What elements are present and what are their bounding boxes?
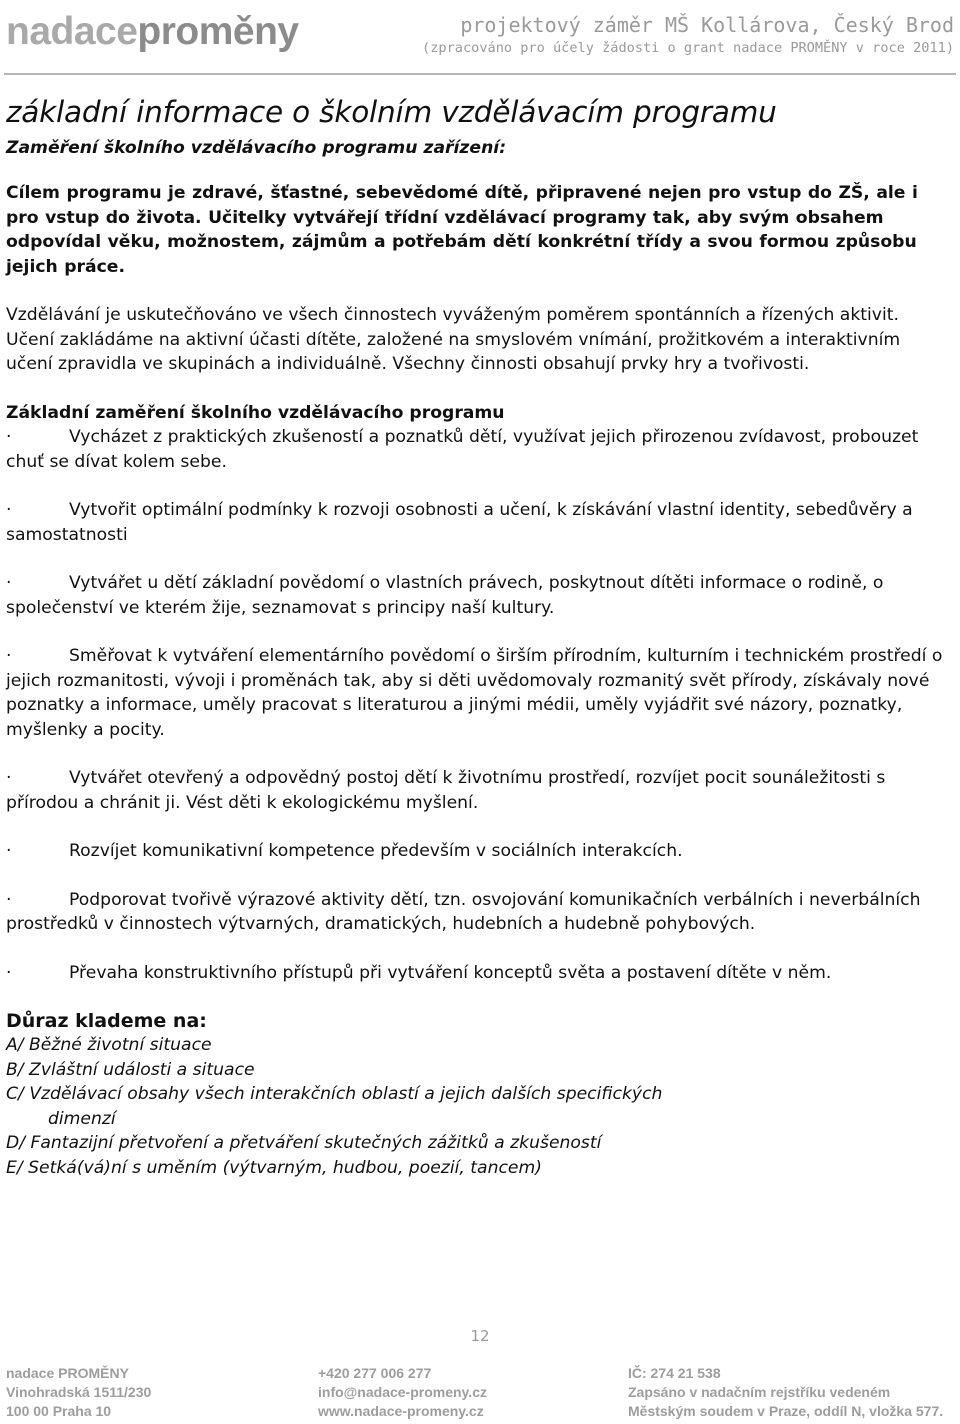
list-item-text: Vycházet z praktických zkušeností a poznatků dětí, využívat jejich přirozenou zvídavost, probouzet chuť se dívat kolem sebe. (6, 427, 919, 472)
bullet-marker: · (6, 962, 12, 983)
section-heading: Základní zaměření školního vzdělávacího programu (6, 402, 505, 423)
emphasis-heading: Důraz klademe na: (6, 1010, 207, 1032)
bullet-marker: · (6, 841, 12, 861)
bullet-list (6, 425, 952, 985)
bullet-marker: · (6, 768, 12, 788)
list-item (6, 571, 952, 620)
document-title (422, 12, 954, 58)
list-item (6, 839, 952, 864)
footer-registration (628, 1364, 943, 1421)
nadace-promeny-logo (6, 10, 299, 54)
intro-paragraph: Cílem programu je zdravé, šťastné, sebevědomé dítě, připravené nejen pro vstup do ZŠ, ale i pro vstup do života. Učitelky vytvářejí třídní vzdělávací programy tak, aby svým obsahem odpovídal věku, možnostem, zájmům a potřebám dětí konkrétní třídy a svou formou způsobu jejich práce. (6, 183, 918, 277)
logo-part-nadace: nadace (6, 10, 138, 53)
footer-address (6, 1364, 151, 1421)
list-item (6, 766, 952, 815)
footer-org-name: nadace PROMĚNY (6, 1365, 129, 1381)
logo-part-promeny: proměny (137, 10, 299, 53)
page-number: 12 (470, 1327, 490, 1345)
list-item (6, 425, 952, 474)
footer-email[interactable]: info@nadace-promeny.cz (318, 1384, 487, 1400)
footer-registry-line1: Zapsáno v nadačním rejstříku vedeném (628, 1384, 891, 1400)
list-item-text: Vytvářet otevřený a odpovědný postoj dětí k životnímu prostředí, rozvíjet pocit sounáležitosti s přírodou a chránit ji. Vést děti k ekologickému myšlení. (6, 768, 886, 813)
footer-contact (318, 1364, 487, 1421)
footer-registry-line2: Městským soudem v Praze, oddíl N, vložka 577. (628, 1403, 944, 1419)
page-header (0, 0, 960, 90)
bullet-marker: · (6, 573, 12, 593)
bullet-marker: · (6, 500, 12, 520)
emphasis-item-b: B/ Zvláštní události a situace (6, 1059, 255, 1080)
emphasis-item-c-continuation: dimenzí (48, 1108, 116, 1129)
emphasis-item-e: E/ Setká(vá)ní s uměním (výtvarným, hudbou, poezií, tancem) (6, 1157, 542, 1178)
bullet-marker: · (6, 427, 12, 447)
list-item-text: Podporovat tvořivě výrazové aktivity dětí, tzn. osvojování komunikačních verbálních i neverbálních prostředků v činnostech výtvarných, dramatických, hudebních a hudebně pohybových. (6, 889, 921, 934)
footer-street: Vinohradská 1511/230 (6, 1384, 152, 1400)
emphasis-item-d: D/ Fantazijní přetvoření a přetváření skutečných zážitků a zkušeností (6, 1133, 602, 1153)
list-item (6, 961, 952, 986)
list-item-text: Vytvořit optimální podmínky k rozvoji osobnosti a učení, k získávání vlastní identity, sebedůvěry a samostatnosti (6, 500, 913, 545)
document-title-line1: projektový záměr MŠ Kollárova, Český Brod (460, 13, 954, 37)
footer-company-id: IČ: 274 21 538 (628, 1365, 721, 1381)
bullet-marker: · (6, 889, 12, 910)
page-heading: základní informace o školním vzdělávacím programu (6, 95, 777, 129)
list-item (6, 644, 952, 742)
document-title-line2: (zpracováno pro účely žádosti o grant nadace PROMĚNY v roce 2011) (422, 40, 954, 56)
emphasis-item-a: A/ Běžné životní situace (6, 1035, 212, 1055)
emphasis-item-c: C/ Vzdělávací obsahy všech interakčních oblastí a jejich dalších specifických (6, 1084, 663, 1104)
bullet-marker: · (6, 646, 12, 666)
list-item-text: Rozvíjet komunikativní kompetence především v sociálních interakcích. (69, 841, 683, 861)
page-footer (0, 1360, 960, 1424)
header-divider (4, 73, 956, 75)
list-item (6, 888, 952, 937)
page-content (6, 92, 952, 1180)
subheading: Zaměření školního vzdělávacího programu zařízení: (6, 138, 507, 158)
list-item-text: Směřovat k vytváření elementárního povědomí o širším přírodním, kulturním i technickém prostředí o jejich rozmanitosti, vývoji i proměnách tak, aby si děti uvědomovaly rozmanitý svět přírody, získávaly nové poznatky a informace, uměly pracovat s literaturou a jinými médii, uměly vyjádřit své názory, poznatky, myšlenky a pocity. (6, 646, 943, 740)
list-item (6, 498, 952, 547)
list-item-text: Vytvářet u dětí základní povědomí o vlastních právech, poskytnout dítěti informace o rodině, o společenství ve kterém žije, seznamovat s principy naší kultury. (6, 573, 884, 618)
emphasis-list (6, 1033, 952, 1180)
footer-website[interactable]: www.nadace-promeny.cz (318, 1403, 484, 1419)
footer-phone: +420 277 006 277 (318, 1365, 432, 1381)
list-item-text: Převaha konstruktivního přístupů při vytváření konceptů světa a postavení dítěte v něm. (69, 962, 832, 983)
footer-city: 100 00 Praha 10 (6, 1403, 112, 1419)
education-paragraph: Vzdělávání je uskutečňováno ve všech činnostech vyváženým poměrem spontánních a řízených aktivit. Učení zakládáme na aktivní účasti dítěte, založené na smyslovém vnímání, prožitkovém a interaktivním učení zpravidla ve skupinách a individuálně. Všechny činnosti obsahují prvky hry a tvořivosti. (6, 305, 901, 374)
